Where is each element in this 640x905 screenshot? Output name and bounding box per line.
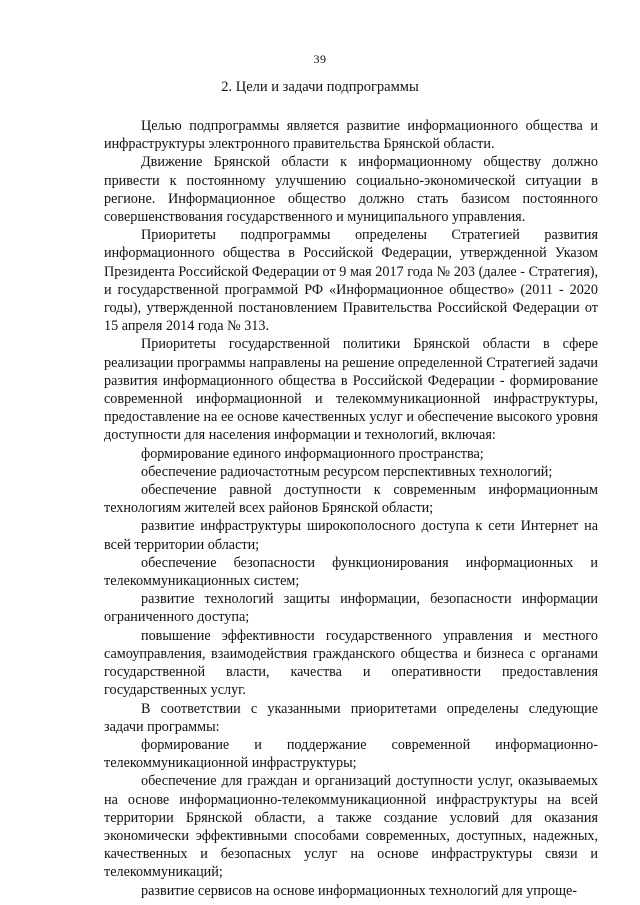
list-item: обеспечение для граждан и организаций доступности услуг, оказываемых на основе информационно-телекоммуникационной инфраструктуры на всей территории Брянской области, а также создание условий для оказания экономически эффективными способами современных, доступных, надежных, качественных и безопасных услуг на основе инфраструктуры связи и телекоммуникаций;	[104, 773, 598, 881]
list-item: формирование единого информационного пространства;	[141, 445, 484, 462]
list-item: обеспечение безопасности функционирования информационных и телекоммуникационных систем;	[104, 554, 598, 590]
paragraph: Приоритеты подпрограммы определены Стратегией развития информационного общества в Российской Федерации, утвержденной Указом Президента Российской Федерации от 9 мая 2017 года № 203 (далее - Стратегия), и государственной программой РФ «Информационное общество» (2011 - 2020 годы), утвержденной постановлением Правительства Российской Федерации от 15 апреля 2014 года № 313.	[104, 227, 598, 335]
list-item: развитие сервисов на основе информационных технологий для упроще-	[141, 882, 578, 899]
list-item: обеспечение равной доступности к современным информационным технологиям жителей всех районов Брянской области;	[104, 482, 598, 517]
paragraph: Целью подпрограммы является развитие информационного общества и инфраструктуры электронного правительства Брянской области.	[104, 118, 598, 153]
list-item: формирование и поддержание современной информационно-телекоммуникационной инфраструктуры;	[104, 736, 598, 772]
page-number: 39	[313, 52, 327, 66]
list-item: развитие инфраструктуры широкополосного доступа к сети Интернет на всей территории области;	[104, 518, 598, 553]
paragraph: В соответствии с указанными приоритетами определены следующие задачи программы:	[104, 700, 598, 735]
list-item: повышение эффективности государственного управления и местного самоуправления, взаимодействия гражданского общества и бизнеса с органами государственной власти, качества и оперативности предоставления государственных услуг.	[104, 627, 598, 699]
list-item: обеспечение радиочастотным ресурсом перспективных технологий;	[141, 463, 553, 480]
section-heading: 2. Цели и задачи подпрограммы	[221, 79, 419, 95]
paragraph: Приоритеты государственной политики Брянской области в сфере реализации программы направлены на решение определенной Стратегией задачи развития информационного общества в Российской Федерации - формирование современной информационной и телекоммуникационной инфраструктуры, предоставление на ее основе качественных услуг и обеспечение высокого уровня доступности для населения информации и технологий, включая:	[104, 336, 598, 444]
body-text	[104, 117, 598, 900]
paragraph: Движение Брянской области к информационному обществу должно привести к постоянному улучшению социально-экономической ситуации в регионе. Информационное общество должно стать базисом постоянного совершенствования государственного и муниципального управления.	[104, 154, 598, 226]
list-item: развитие технологий защиты информации, безопасности информации ограниченного доступа;	[104, 591, 598, 626]
